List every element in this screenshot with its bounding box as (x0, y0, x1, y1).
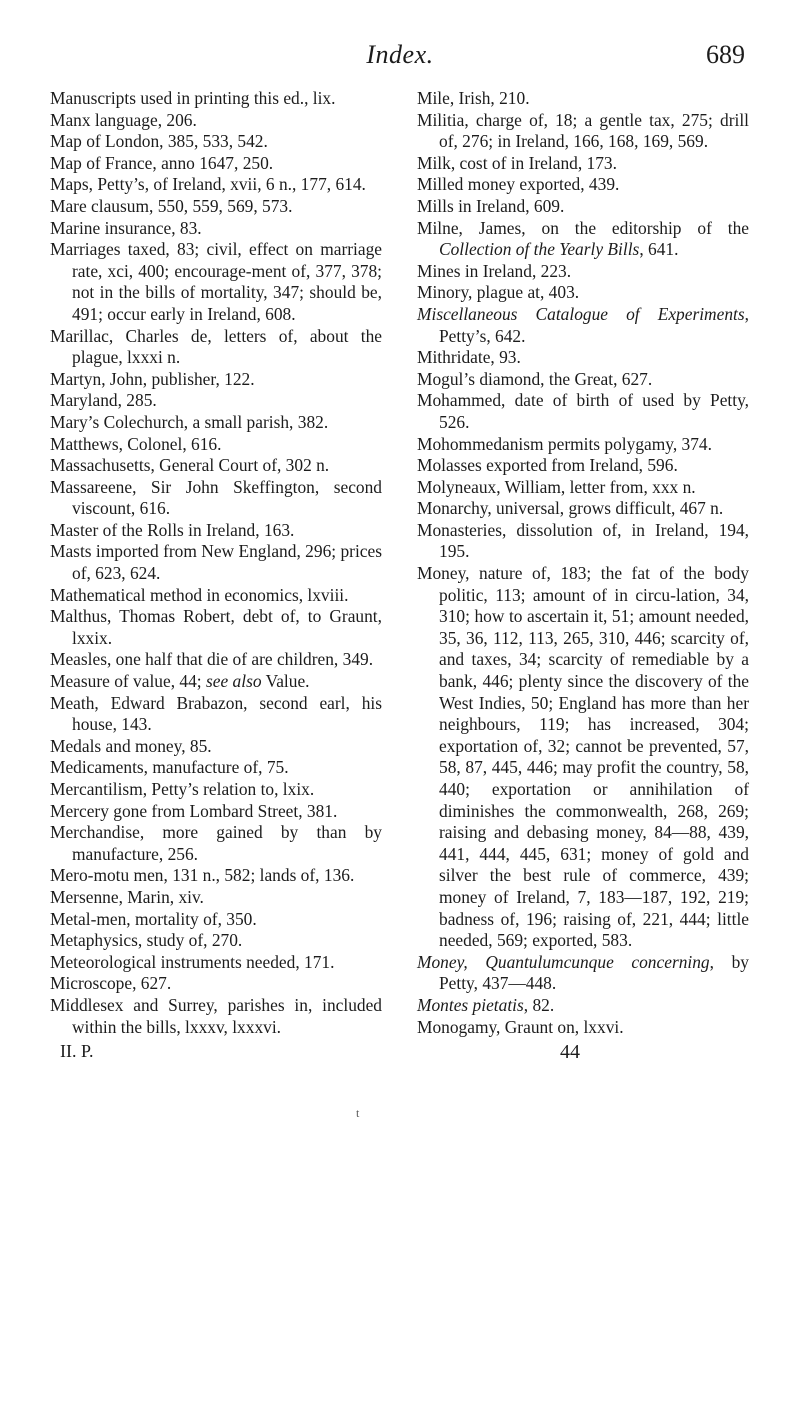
index-entry: Martyn, John, publisher, 122. (50, 368, 255, 389)
index-entry: Medals and money, 85. (50, 735, 212, 756)
running-title: Index. (366, 40, 434, 69)
index-entry: Map of London, 385, 533, 542. (50, 131, 268, 152)
index-entry: Mare clausum, 550, 559, 569, 573. (50, 195, 293, 216)
page-header (0, 40, 800, 80)
index-entry: Maps, Petty’s, of Ireland, xvii, 6 n., 177, 614. (50, 174, 366, 195)
index-entry: Mines in Ireland, 223. (417, 260, 572, 281)
index-entry: Milled money exported, 439. (417, 174, 620, 195)
index-entry: Mile, Irish, 210. (417, 88, 530, 108)
index-entry: Money, nature of, 183; the fat of the body politic, 113; amount of in circu-lation, 34, 310; how to ascertain it, 51; amount needed, 35, 36, 112, 113, 265, 310, 446; scarcity of, and taxes, 34; scarcity of remediable by a bank, 446; plenty since the discovery of the West Indies, 50; England has more than her neighbours, 119; has increased, 304; exportation of, 32; cannot be prevented, 57, 58, 87, 445, 446; may profit the country, 58, 440; exportation or annihilation of diminishes the commonwealth, 268, 269; raising and debasing money, 84—88, 439, 441, 444, 445, 631; money of gold and silver the best rule of commerce, 439; money of Ireland, 7, 183—187, 192, 219; badness of, 196; raising of, 221, 444; little needed, 569; exported, 583. (417, 563, 749, 951)
index-entry: Manx language, 206. (50, 109, 197, 130)
index-entry: Maryland, 285. (50, 390, 157, 411)
index-entry: Map of France, anno 1647, 250. (50, 152, 274, 173)
index-entry: Massachusetts, General Court of, 302 n. (50, 455, 330, 476)
index-entry: Mero-motu men, 131 n., 582; lands of, 136. (50, 865, 355, 886)
index-entry: Measles, one half that die of are children, 349. (50, 649, 374, 670)
index-entry: Mathematical method in economics, lxviii. (50, 584, 349, 605)
index-column-right (417, 88, 749, 1038)
index-entry: Molasses exported from Ireland, 596. (417, 455, 678, 476)
index-entry: Marillac, Charles de, letters of, about the plague, lxxxi n. (50, 325, 382, 368)
index-entry: Mogul’s diamond, the Great, 627. (417, 368, 653, 389)
signature-mark: II. P. (60, 1041, 94, 1061)
index-entry: Meath, Edward Brabazon, second earl, his house, 143. (50, 692, 382, 735)
index-entry: Monarchy, universal, grows difficult, 467 n. (417, 498, 724, 519)
index-column-left (50, 88, 382, 1038)
signature-number: 44 (560, 1041, 580, 1063)
index-entry: Molyneaux, William, letter from, xxx n. (417, 476, 696, 497)
index-entry: Manuscripts used in printing this ed., lix. (50, 88, 336, 108)
index-entry: Merchandise, more gained by than by manufacture, 256. (50, 822, 382, 864)
index-entry: Master of the Rolls in Ireland, 163. (50, 519, 295, 540)
page-number: 689 (706, 40, 745, 69)
index-entry: Mohammed, date of birth of used by Petty, 526. (417, 390, 749, 432)
index-entry: Marine insurance, 83. (50, 217, 202, 238)
index-entry: Montes pietatis, 82. (417, 994, 555, 1015)
index-entry: Microscope, 627. (50, 973, 172, 994)
printer-mark: t (356, 1106, 360, 1120)
index-entry: Mersenne, Marin, xiv. (50, 886, 204, 907)
index-entry: Money, Quantulumcunque concerning, by Petty, 437—448. (417, 951, 749, 994)
index-entry: Mithridate, 93. (417, 347, 521, 368)
index-entry: Mercantilism, Petty’s relation to, lxix. (50, 779, 315, 799)
page-footer (0, 1041, 800, 1071)
index-entry: Mercery gone from Lombard Street, 381. (50, 800, 338, 821)
index-entry: Medicaments, manufacture of, 75. (50, 757, 289, 778)
index-entry: Milne, James, on the editorship of the Collection of the Yearly Bills, 641. (417, 217, 749, 260)
index-entry: Measure of value, 44; see also Value. (50, 671, 310, 692)
index-entry: Mohommedanism permits polygamy, 374. (417, 433, 712, 454)
index-entry: Metal-men, mortality of, 350. (50, 908, 257, 929)
index-entry: Meteorological instruments needed, 171. (50, 951, 335, 972)
index-entry: Metaphysics, study of, 270. (50, 930, 243, 951)
index-entry: Miscellaneous Catalogue of Experiments, Petty’s, 642. (417, 303, 749, 346)
index-entry: Middlesex and Surrey, parishes in, included within the bills, lxxxv, lxxxvi. (50, 994, 382, 1037)
index-entry: Milk, cost of in Ireland, 173. (417, 152, 617, 173)
index-entry: Mary’s Colechurch, a small parish, 382. (50, 411, 329, 432)
index-entry: Malthus, Thomas Robert, debt of, to Graunt, lxxix. (50, 606, 382, 648)
index-entry: Matthews, Colonel, 616. (50, 433, 222, 454)
index-entry: Minory, plague at, 403. (417, 282, 580, 303)
index-entry: Monasteries, dissolution of, in Ireland, 194, 195. (417, 519, 749, 562)
index-entry: Massareene, Sir John Skeffington, second viscount, 616. (50, 476, 382, 519)
index-entry: Monogamy, Graunt on, lxxvi. (417, 1016, 624, 1037)
index-entry: Masts imported from New England, 296; prices of, 623, 624. (50, 541, 382, 584)
index-entry: Marriages taxed, 83; civil, effect on marriage rate, xci, 400; encourage-ment of, 377, 378; not in the bills of mortality, 347; should be, 491; occur early in Ireland, 608. (50, 239, 382, 324)
index-entry: Militia, charge of, 18; a gentle tax, 275; drill of, 276; in Ireland, 166, 168, 169, 569. (417, 109, 749, 152)
index-entry: Mills in Ireland, 609. (417, 195, 565, 216)
